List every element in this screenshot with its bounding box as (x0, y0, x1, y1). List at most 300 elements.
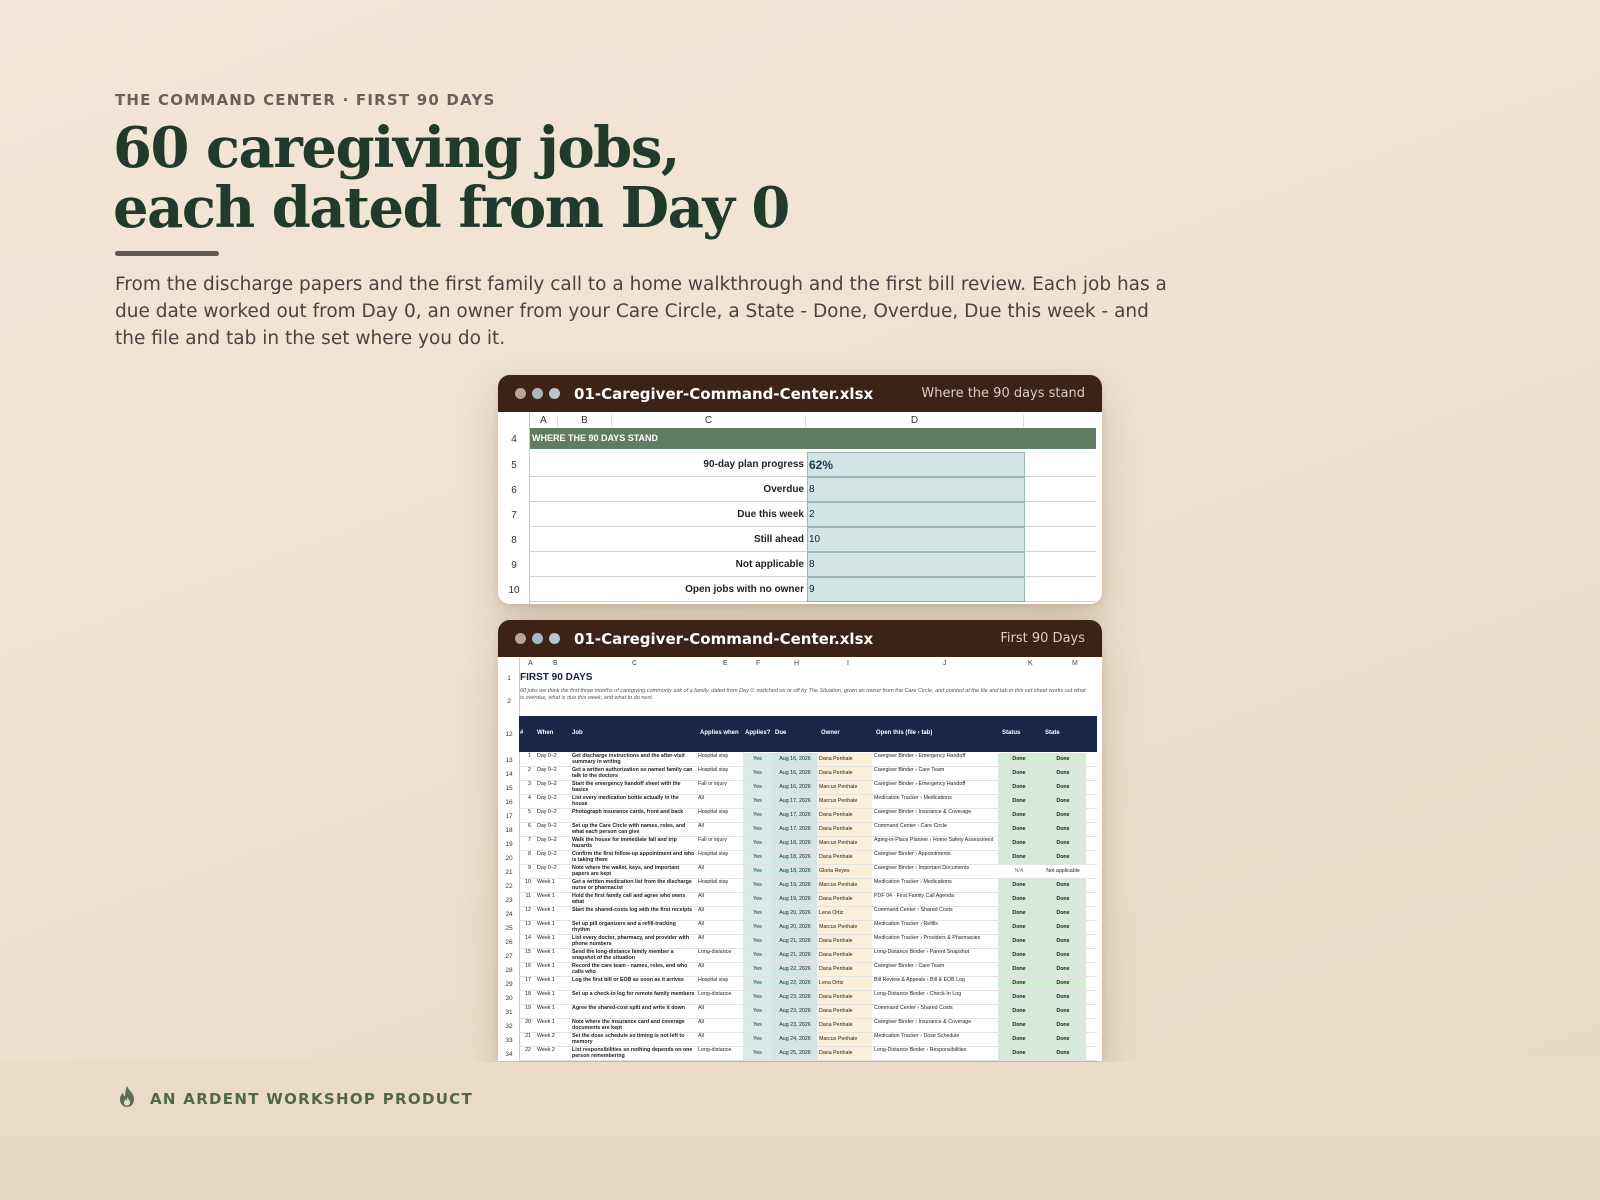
row-number[interactable]: 21 (505, 869, 513, 876)
open-this-cell[interactable]: Caregiver Binder › Emergency Handoff (874, 753, 966, 759)
status-cell[interactable]: Done (998, 879, 1040, 892)
job-cell[interactable]: List every medication bottle actually in the house (572, 795, 679, 807)
applies-when-cell[interactable]: Fall or injury (698, 837, 727, 843)
state-cell[interactable]: Done (1040, 823, 1086, 836)
job-number[interactable]: 4 (528, 795, 531, 801)
open-this-cell[interactable]: Aging-in-Place Planner › Home Safety Assessment (874, 837, 994, 843)
owner-cell[interactable]: Lena Ortiz (817, 907, 872, 920)
job-cell[interactable]: Walk the house for immediate fall and trip hazards (572, 837, 677, 849)
row-number[interactable]: 24 (505, 911, 513, 918)
when-cell[interactable]: Day 0–2 (537, 865, 557, 871)
applies-when-cell[interactable]: All (698, 1033, 704, 1039)
open-this-cell[interactable]: Medication Tracker › Medications (874, 879, 952, 885)
column-header[interactable]: B (558, 415, 612, 427)
due-cell[interactable]: Aug 24, 2026 (772, 1033, 818, 1046)
job-number[interactable]: 7 (528, 837, 531, 843)
owner-cell[interactable]: Dana Penhale (817, 809, 872, 822)
job-cell[interactable]: Confirm the first follow-up appointment and who is taking them (572, 851, 695, 863)
due-cell[interactable]: Aug 21, 2026 (772, 949, 818, 962)
state-cell[interactable]: Done (1040, 963, 1086, 976)
row-number[interactable]: 7 (511, 510, 517, 521)
open-this-cell[interactable]: Command Center › Care Circle (874, 823, 948, 829)
job-cell[interactable]: Set up a check-in log for remote family members (572, 991, 695, 997)
window-titlebar[interactable] (498, 375, 1102, 412)
owner-cell[interactable]: Dana Penhale (817, 1047, 872, 1060)
due-cell[interactable]: Aug 20, 2026 (772, 907, 818, 920)
minimize-dot-icon[interactable] (532, 633, 543, 644)
column-header[interactable]: C (632, 660, 638, 667)
when-cell[interactable]: Day 0–2 (537, 767, 557, 773)
job-number[interactable]: 19 (525, 1005, 531, 1011)
status-cell[interactable]: Done (998, 837, 1040, 850)
job-number[interactable]: 3 (528, 781, 531, 787)
column-header[interactable]: K (1028, 660, 1033, 667)
open-this-cell[interactable]: Command Center › Shared Costs (874, 1005, 953, 1011)
applies-when-cell[interactable]: All (698, 907, 704, 913)
status-cell[interactable]: Done (998, 935, 1040, 948)
header-cell[interactable]: When (537, 730, 554, 736)
column-header[interactable]: C (612, 415, 806, 427)
applies-cell[interactable]: Yes (743, 851, 772, 864)
state-cell[interactable]: Done (1040, 809, 1086, 822)
owner-cell[interactable]: Dana Penhale (817, 949, 872, 962)
state-cell[interactable]: Done (1040, 879, 1086, 892)
open-this-cell[interactable]: Medication Tracker › Refills (874, 921, 938, 927)
when-cell[interactable]: Week 1 (537, 1005, 555, 1011)
due-cell[interactable]: Aug 19, 2026 (772, 893, 818, 906)
owner-cell[interactable]: Marcus Penhale (817, 781, 872, 794)
when-cell[interactable]: Week 1 (537, 1019, 555, 1025)
applies-when-cell[interactable]: All (698, 921, 704, 927)
status-cell[interactable]: Done (998, 907, 1040, 920)
window-titlebar[interactable] (498, 620, 1102, 657)
job-number[interactable]: 16 (525, 963, 531, 969)
job-number[interactable]: 22 (525, 1047, 531, 1053)
job-cell[interactable]: Log the first bill or EOB as soon as it arrives (572, 977, 684, 983)
applies-cell[interactable]: Yes (743, 977, 772, 990)
state-cell[interactable]: Done (1040, 949, 1086, 962)
when-cell[interactable]: Day 0–2 (537, 795, 557, 801)
minimize-dot-icon[interactable] (532, 388, 543, 399)
applies-cell[interactable]: Yes (743, 1033, 772, 1046)
open-this-cell[interactable]: Long-Distance Binder › Check-In Log (874, 991, 962, 997)
job-cell[interactable]: List every doctor, pharmacy, and provider with phone numbers (572, 935, 690, 947)
row-number[interactable]: 31 (505, 1009, 513, 1016)
due-cell[interactable]: Aug 16, 2026 (772, 753, 818, 766)
header-cell[interactable]: Status (1002, 730, 1021, 736)
open-this-cell[interactable]: PDF 04 · First Family Call Agenda (874, 893, 955, 899)
stat-value[interactable]: 8 (807, 477, 1025, 502)
due-cell[interactable]: Aug 22, 2026 (772, 977, 818, 990)
owner-cell[interactable]: Dana Penhale (817, 935, 872, 948)
job-cell[interactable]: Start the emergency handoff sheet with the basics (572, 781, 681, 793)
status-cell[interactable]: Done (998, 949, 1040, 962)
row-number[interactable]: 14 (505, 771, 513, 778)
row-number[interactable]: 26 (505, 939, 513, 946)
applies-cell[interactable]: Yes (743, 1005, 772, 1018)
column-header[interactable]: B (553, 660, 558, 667)
header-cell[interactable]: State (1045, 730, 1060, 736)
applies-when-cell[interactable]: Hospital stay (698, 977, 729, 983)
row-number[interactable]: 12 (505, 731, 513, 738)
applies-cell[interactable]: Yes (743, 1047, 772, 1060)
job-number[interactable]: 14 (525, 935, 531, 941)
column-header[interactable]: E (723, 660, 728, 667)
state-cell[interactable]: Done (1040, 921, 1086, 934)
job-number[interactable]: 8 (528, 851, 531, 857)
open-this-cell[interactable]: Caregiver Binder › Emergency Handoff (874, 781, 966, 787)
open-this-cell[interactable]: Long-Distance Binder › Responsibilities (874, 1047, 967, 1053)
applies-cell[interactable]: Yes (743, 795, 772, 808)
owner-cell[interactable]: Marcus Penhale (817, 795, 872, 808)
open-this-cell[interactable]: Bill Review & Appeals › Bill & EOB Log (874, 977, 965, 983)
job-number[interactable]: 6 (528, 823, 531, 829)
applies-when-cell[interactable]: Long-distance (698, 991, 732, 997)
open-this-cell[interactable]: Caregiver Binder › Appointments (874, 851, 951, 857)
status-cell[interactable]: Done (998, 781, 1040, 794)
column-header[interactable]: A (530, 415, 558, 427)
owner-cell[interactable]: Gloria Reyes (817, 865, 872, 878)
applies-when-cell[interactable]: All (698, 1005, 704, 1011)
applies-when-cell[interactable]: All (698, 935, 704, 941)
job-cell[interactable]: Photograph insurance cards, front and back (572, 809, 684, 815)
row-number[interactable]: 19 (505, 841, 513, 848)
header-cell[interactable]: Job (572, 730, 583, 736)
status-cell[interactable]: Done (998, 851, 1040, 864)
job-number[interactable]: 2 (528, 767, 531, 773)
stat-row (530, 527, 1096, 552)
owner-cell[interactable]: Marcus Penhale (817, 1033, 872, 1046)
state-cell[interactable]: Done (1040, 851, 1086, 864)
status-cell[interactable]: Done (998, 1047, 1040, 1060)
job-number[interactable]: 10 (525, 879, 531, 885)
state-cell[interactable]: Not applicable (1040, 865, 1086, 878)
when-cell[interactable]: Week 1 (537, 935, 555, 941)
header-cell[interactable]: # (520, 730, 524, 736)
owner-cell[interactable]: Dana Penhale (817, 753, 872, 766)
applies-when-cell[interactable]: Hospital stay (698, 879, 729, 885)
applies-cell[interactable]: Yes (743, 935, 772, 948)
job-number[interactable]: 18 (525, 991, 531, 997)
applies-cell[interactable]: Yes (743, 809, 772, 822)
row-number[interactable]: 16 (505, 799, 513, 806)
row-number[interactable]: 4 (511, 434, 517, 445)
maximize-dot-icon[interactable] (549, 388, 560, 399)
job-cell[interactable]: Get a written authorization so named family can talk to the doctors (572, 767, 693, 779)
close-dot-icon[interactable] (515, 633, 526, 644)
applies-when-cell[interactable]: Hospital stay (698, 753, 729, 759)
job-number[interactable]: 20 (525, 1019, 531, 1025)
owner-cell[interactable]: Marcus Penhale (817, 837, 872, 850)
applies-cell[interactable]: Yes (743, 907, 772, 920)
owner-cell[interactable]: Dana Penhale (817, 1005, 872, 1018)
first-90-days-window (498, 620, 1102, 1061)
row-number[interactable]: 10 (508, 585, 520, 596)
owner-cell[interactable]: Dana Penhale (817, 991, 872, 1004)
status-cell[interactable]: Done (998, 823, 1040, 836)
job-cell[interactable]: Set up the Care Circle with names, roles, and what each person can give (572, 823, 686, 835)
applies-when-cell[interactable]: All (698, 865, 704, 871)
applies-when-cell[interactable]: All (698, 795, 704, 801)
job-number[interactable]: 17 (525, 977, 531, 983)
due-cell[interactable]: Aug 16, 2026 (772, 767, 818, 780)
due-cell[interactable]: Aug 23, 2026 (772, 1005, 818, 1018)
applies-cell[interactable]: Yes (743, 837, 772, 850)
state-cell[interactable]: Done (1040, 837, 1086, 850)
applies-when-cell[interactable]: Hospital stay (698, 767, 729, 773)
applies-when-cell[interactable]: All (698, 823, 704, 829)
close-dot-icon[interactable] (515, 388, 526, 399)
when-cell[interactable]: Week 1 (537, 949, 555, 955)
row-number[interactable]: 29 (505, 981, 513, 988)
row-number[interactable]: 22 (505, 883, 513, 890)
header-cell[interactable]: Open this (file › tab) (876, 730, 933, 736)
job-cell[interactable]: Note where the wallet, keys, and important papers are kept (572, 865, 680, 877)
row-number[interactable]: 1 (507, 675, 511, 682)
job-number[interactable]: 12 (525, 907, 531, 913)
when-cell[interactable]: Day 0–2 (537, 781, 557, 787)
column-header[interactable]: A (528, 660, 533, 667)
open-this-cell[interactable]: Caregiver Binder › Insurance & Coverage (874, 1019, 972, 1025)
when-cell[interactable]: Week 1 (537, 963, 555, 969)
owner-cell[interactable]: Lena Ortiz (817, 977, 872, 990)
open-this-cell[interactable]: Medication Tracker › Dose Schedule (874, 1033, 960, 1039)
due-cell[interactable]: Aug 25, 2026 (772, 1047, 818, 1060)
open-this-cell[interactable]: Caregiver Binder › Care Team (874, 767, 945, 773)
state-cell[interactable]: Done (1040, 1033, 1086, 1046)
state-cell[interactable]: Done (1040, 907, 1086, 920)
job-number[interactable]: 13 (525, 921, 531, 927)
owner-cell[interactable]: Dana Penhale (817, 823, 872, 836)
state-cell[interactable]: Done (1040, 1005, 1086, 1018)
open-this-cell[interactable]: Command Center › Shared Costs (874, 907, 953, 913)
applies-cell[interactable]: Yes (743, 921, 772, 934)
stat-value[interactable]: 9 (807, 577, 1025, 602)
due-cell[interactable]: Aug 17, 2026 (772, 795, 818, 808)
header-cell[interactable]: Due (775, 730, 787, 736)
row-number[interactable]: 5 (511, 460, 517, 471)
owner-cell[interactable]: Dana Penhale (817, 1019, 872, 1032)
row-number[interactable]: 8 (511, 535, 517, 546)
summary-sheet[interactable] (498, 412, 1102, 604)
header-cell[interactable]: Applies when (700, 730, 739, 736)
applies-cell[interactable]: Yes (743, 893, 772, 906)
applies-when-cell[interactable]: All (698, 1019, 704, 1025)
due-cell[interactable]: Aug 20, 2026 (772, 921, 818, 934)
due-cell[interactable]: Aug 23, 2026 (772, 991, 818, 1004)
stat-label[interactable]: Overdue (763, 484, 804, 495)
row-number[interactable]: 33 (505, 1037, 513, 1044)
when-cell[interactable]: Day 0–2 (537, 753, 557, 759)
owner-cell[interactable]: Dana Penhale (817, 963, 872, 976)
applies-cell[interactable]: Yes (743, 949, 772, 962)
row-number[interactable]: 9 (511, 560, 517, 571)
stat-value[interactable]: 2 (807, 502, 1025, 527)
job-cell[interactable]: Note where the insurance card and coverage documents are kept (572, 1019, 685, 1031)
column-header[interactable]: F (756, 660, 761, 667)
when-cell[interactable]: Week 1 (537, 893, 555, 899)
applies-when-cell[interactable]: All (698, 893, 704, 899)
when-cell[interactable]: Week 2 (537, 1033, 555, 1039)
status-cell[interactable]: Done (998, 991, 1040, 1004)
job-number[interactable]: 5 (528, 809, 531, 815)
job-cell[interactable]: Get discharge instructions and the after-visit summary in writing (572, 753, 685, 765)
when-cell[interactable]: Week 1 (537, 977, 555, 983)
status-cell[interactable]: Done (998, 1005, 1040, 1018)
open-this-cell[interactable]: Long-Distance Binder › Parent Snapshot (874, 949, 970, 955)
owner-cell[interactable]: Marcus Penhale (817, 879, 872, 892)
row-number[interactable]: 27 (505, 953, 513, 960)
state-cell[interactable]: Done (1040, 977, 1086, 990)
job-cell[interactable]: Start the shared-costs log with the first receipts (572, 907, 693, 913)
owner-cell[interactable]: Dana Penhale (817, 851, 872, 864)
status-cell[interactable]: Done (998, 893, 1040, 906)
when-cell[interactable]: Week 1 (537, 921, 555, 927)
row-number[interactable]: 28 (505, 967, 513, 974)
owner-cell[interactable]: Dana Penhale (817, 893, 872, 906)
due-cell[interactable]: Aug 17, 2026 (772, 823, 818, 836)
state-cell[interactable]: Done (1040, 1019, 1086, 1032)
row-number[interactable]: 30 (505, 995, 513, 1002)
when-cell[interactable]: Week 1 (537, 907, 555, 913)
when-cell[interactable]: Week 1 (537, 879, 555, 885)
row-number[interactable]: 25 (505, 925, 513, 932)
due-cell[interactable]: Aug 21, 2026 (772, 935, 818, 948)
state-cell[interactable]: Done (1040, 781, 1086, 794)
when-cell[interactable]: Day 0–2 (537, 823, 557, 829)
open-this-cell[interactable]: Medication Tracker › Providers & Pharmacies (874, 935, 981, 941)
status-cell[interactable]: N/A (998, 865, 1040, 878)
job-number[interactable]: 15 (525, 949, 531, 955)
when-cell[interactable]: Day 0–2 (537, 851, 557, 857)
due-cell[interactable]: Aug 17, 2026 (772, 809, 818, 822)
job-cell[interactable]: Agree the shared-cost split and write it down (572, 1005, 686, 1011)
state-cell[interactable]: Done (1040, 767, 1086, 780)
state-cell[interactable]: Done (1040, 991, 1086, 1004)
row-number[interactable]: 23 (505, 897, 513, 904)
state-cell[interactable]: Done (1040, 795, 1086, 808)
applies-cell[interactable]: Yes (743, 963, 772, 976)
when-cell[interactable]: Day 0–2 (537, 809, 557, 815)
status-cell[interactable]: Done (998, 809, 1040, 822)
stat-value[interactable]: 10 (807, 527, 1025, 552)
applies-cell[interactable]: Yes (743, 865, 772, 878)
job-cell[interactable]: List responsibilities so nothing depends on one person remembering (572, 1047, 693, 1059)
job-cell[interactable]: Record the care team - names, roles, and who calls who (572, 963, 688, 975)
row-number[interactable]: 20 (505, 855, 513, 862)
status-cell[interactable]: Done (998, 1033, 1040, 1046)
applies-cell[interactable]: Yes (743, 1019, 772, 1032)
due-cell[interactable]: Aug 22, 2026 (772, 963, 818, 976)
job-number[interactable]: 11 (525, 893, 531, 899)
jobs-sheet[interactable] (498, 657, 1102, 1061)
stat-label[interactable]: Open jobs with no owner (685, 584, 804, 595)
applies-when-cell[interactable]: Long-distance (698, 949, 732, 955)
stat-label[interactable]: 90-day plan progress (703, 459, 804, 470)
job-cell[interactable]: Send the long-distance family member a snapshot of the situation (572, 949, 674, 961)
applies-cell[interactable]: Yes (743, 823, 772, 836)
status-cell[interactable]: Done (998, 963, 1040, 976)
applies-cell[interactable]: Yes (743, 767, 772, 780)
open-this-cell[interactable]: Caregiver Binder › Insurance & Coverage (874, 809, 972, 815)
open-this-cell[interactable]: Medication Tracker › Medications (874, 795, 952, 801)
owner-cell[interactable]: Dana Penhale (817, 767, 872, 780)
row-number[interactable]: 13 (505, 757, 513, 764)
due-cell[interactable]: Aug 18, 2026 (772, 837, 818, 850)
applies-cell[interactable]: Yes (743, 991, 772, 1004)
stat-value[interactable]: 62% (807, 452, 1025, 477)
when-cell[interactable]: Day 0–2 (537, 837, 557, 843)
job-cell[interactable]: Get a written medication list from the discharge nurse or pharmacist (572, 879, 692, 891)
state-cell[interactable]: Done (1040, 893, 1086, 906)
applies-cell[interactable]: Yes (743, 753, 772, 766)
owner-cell[interactable]: Marcus Penhale (817, 921, 872, 934)
job-number[interactable]: 9 (528, 865, 531, 871)
state-cell[interactable]: Done (1040, 935, 1086, 948)
status-cell[interactable]: Done (998, 977, 1040, 990)
job-number[interactable]: 21 (525, 1033, 531, 1039)
status-cell[interactable]: Done (998, 767, 1040, 780)
open-this-cell[interactable]: Caregiver Binder › Care Team (874, 963, 945, 969)
row-number[interactable]: 18 (505, 827, 513, 834)
state-cell[interactable]: Done (1040, 1047, 1086, 1060)
job-number[interactable]: 1 (528, 753, 531, 759)
applies-when-cell[interactable]: Long-distance (698, 1047, 732, 1053)
applies-when-cell[interactable]: Hospital stay (698, 809, 729, 815)
applies-when-cell[interactable]: Fall or injury (698, 781, 727, 787)
due-cell[interactable]: Aug 19, 2026 (772, 879, 818, 892)
due-cell[interactable]: Aug 23, 2026 (772, 1019, 818, 1032)
status-cell[interactable]: Done (998, 1019, 1040, 1032)
when-cell[interactable]: Week 2 (537, 1047, 555, 1053)
applies-when-cell[interactable]: Hospital stay (698, 851, 729, 857)
row-number[interactable]: 17 (505, 813, 513, 820)
row-number[interactable]: 15 (505, 785, 513, 792)
column-header[interactable]: J (943, 660, 947, 667)
header-cell[interactable]: Owner (821, 730, 840, 736)
due-cell[interactable]: Aug 18, 2026 (772, 851, 818, 864)
stat-label[interactable]: Not applicable (735, 559, 804, 570)
job-cell[interactable]: Hold the first family call and agree who owns what (572, 893, 686, 905)
row-number[interactable]: 34 (505, 1051, 513, 1058)
due-cell[interactable]: Aug 18, 2026 (772, 865, 818, 878)
column-header[interactable]: I (847, 660, 849, 667)
column-header[interactable]: D (806, 415, 1024, 427)
header-cell[interactable]: Applies? (745, 730, 771, 736)
open-this-cell[interactable]: Caregiver Binder › Important Documents (874, 865, 970, 871)
job-cell[interactable]: Set up pill organizers and a refill-tracking rhythm (572, 921, 676, 933)
stat-value[interactable]: 8 (807, 552, 1025, 577)
due-cell[interactable]: Aug 16, 2026 (772, 781, 818, 794)
status-cell[interactable]: Done (998, 795, 1040, 808)
state-cell[interactable]: Done (1040, 753, 1086, 766)
stat-label[interactable]: Still ahead (753, 534, 804, 545)
applies-cell[interactable]: Yes (743, 781, 772, 794)
column-header[interactable]: H (794, 660, 800, 667)
row-number[interactable]: 6 (511, 485, 517, 496)
maximize-dot-icon[interactable] (549, 633, 560, 644)
row-number[interactable]: 2 (507, 698, 511, 705)
applies-when-cell[interactable]: All (698, 963, 704, 969)
status-cell[interactable]: Done (998, 753, 1040, 766)
applies-cell[interactable]: Yes (743, 879, 772, 892)
row-number[interactable]: 32 (505, 1023, 513, 1030)
status-cell[interactable]: Done (998, 921, 1040, 934)
job-cell[interactable]: Set the dose schedule so timing is not left to memory (572, 1033, 685, 1045)
column-header[interactable]: M (1072, 660, 1078, 667)
stat-label[interactable]: Due this week (737, 509, 804, 520)
when-cell[interactable]: Week 1 (537, 991, 555, 997)
